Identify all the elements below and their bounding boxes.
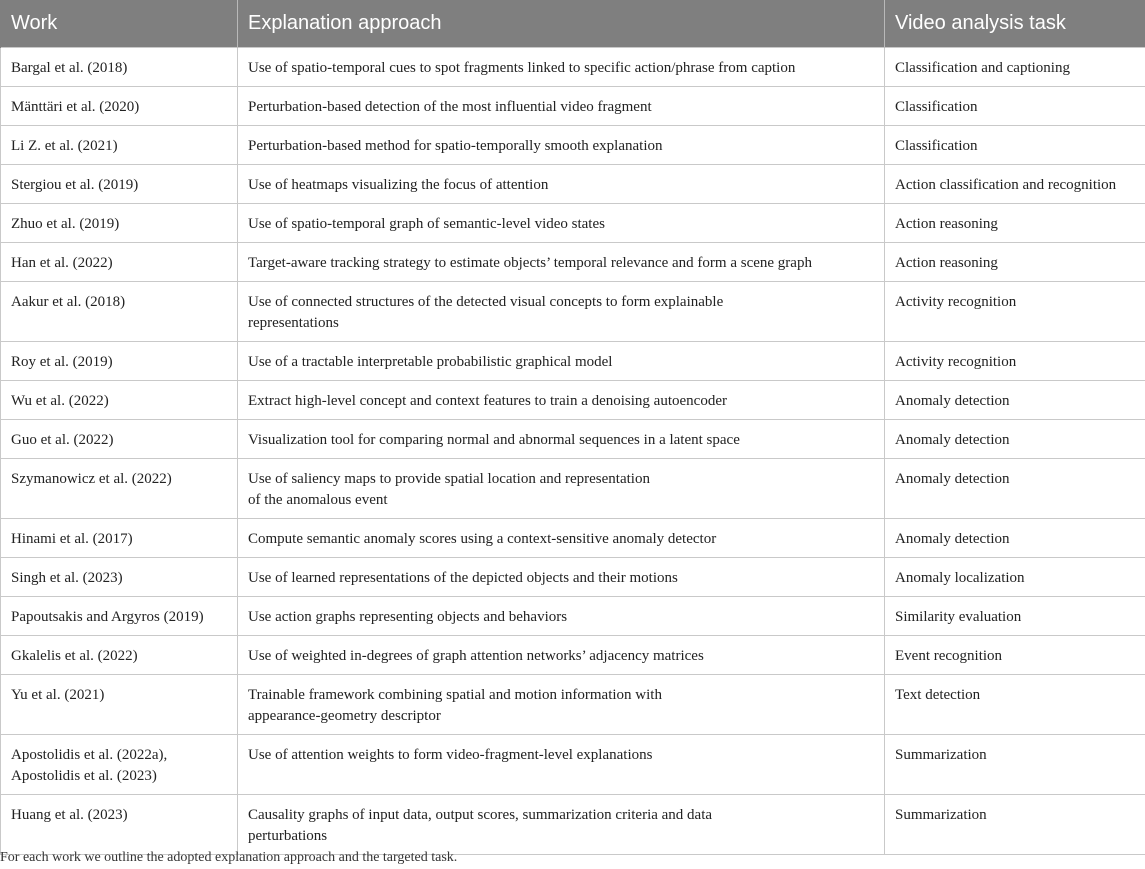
cell-work: Mänttäri et al. (2020) [1,87,238,126]
cell-approach: Use of heatmaps visualizing the focus of attention [238,165,885,204]
table-footnote: For each work we outline the adopted explanation approach and the targeted task. [0,850,458,865]
table-row [1,597,1145,636]
cell-task: Similarity evaluation [885,597,1145,636]
cell-approach: Use of saliency maps to provide spatial location and representation of the anomalous event [238,459,885,519]
cell-work: Wu et al. (2022) [1,381,238,420]
cell-task: Text detection [885,675,1145,735]
cell-work: Szymanowicz et al. (2022) [1,459,238,519]
cell-approach: Use of connected structures of the detected visual concepts to form explainable representations [238,282,885,342]
cell-task: Classification [885,126,1145,165]
header-video-analysis-task: Video analysis task [885,0,1145,48]
cell-approach: Perturbation-based detection of the most influential video fragment [238,87,885,126]
cell-approach: Trainable framework combining spatial and motion information with appearance-geometry descriptor [238,675,885,735]
table-row [1,558,1145,597]
cell-approach: Causality graphs of input data, output scores, summarization criteria and data perturbations [238,795,885,855]
cell-task: Activity recognition [885,282,1145,342]
cell-work: Aakur et al. (2018) [1,282,238,342]
cell-work: Li Z. et al. (2021) [1,126,238,165]
table-row [1,165,1145,204]
cell-work: Yu et al. (2021) [1,675,238,735]
cell-work: Huang et al. (2023) [1,795,238,855]
cell-work: Bargal et al. (2018) [1,48,238,87]
cell-task: Action reasoning [885,243,1145,282]
table-row [1,795,1145,855]
cell-work: Hinami et al. (2017) [1,519,238,558]
table-row [1,126,1145,165]
cell-task: Classification and captioning [885,48,1145,87]
table-row [1,420,1145,459]
cell-approach: Use of weighted in-degrees of graph attention networks’ adjacency matrices [238,636,885,675]
table-row [1,675,1145,735]
cell-work: Apostolidis et al. (2022a), Apostolidis et al. (2023) [1,735,238,795]
table-row [1,342,1145,381]
table-row [1,48,1145,87]
cell-approach: Use of a tractable interpretable probabilistic graphical model [238,342,885,381]
table-row [1,459,1145,519]
cell-approach: Use of attention weights to form video-fragment-level explanations [238,735,885,795]
header-work: Work [1,0,238,48]
cell-task: Anomaly detection [885,420,1145,459]
cell-approach: Use of learned representations of the depicted objects and their motions [238,558,885,597]
cell-approach: Extract high-level concept and context features to train a denoising autoencoder [238,381,885,420]
cell-task: Activity recognition [885,342,1145,381]
table-header-row [1,0,1145,48]
cell-work: Singh et al. (2023) [1,558,238,597]
table-row [1,636,1145,675]
cell-work: Roy et al. (2019) [1,342,238,381]
cell-approach: Compute semantic anomaly scores using a context-sensitive anomaly detector [238,519,885,558]
cell-task: Anomaly detection [885,519,1145,558]
table-row [1,381,1145,420]
table-row [1,735,1145,795]
cell-task: Anomaly localization [885,558,1145,597]
cell-task: Anomaly detection [885,459,1145,519]
cell-task: Action classification and recognition [885,165,1145,204]
table-row [1,204,1145,243]
table-row [1,282,1145,342]
cell-work: Han et al. (2022) [1,243,238,282]
cell-task: Event recognition [885,636,1145,675]
cell-task: Action reasoning [885,204,1145,243]
cell-approach: Target-aware tracking strategy to estimate objects’ temporal relevance and form a scene graph [238,243,885,282]
table-row [1,243,1145,282]
cell-task: Summarization [885,735,1145,795]
cell-work: Stergiou et al. (2019) [1,165,238,204]
cell-task: Anomaly detection [885,381,1145,420]
table-row [1,87,1145,126]
cell-approach: Use action graphs representing objects and behaviors [238,597,885,636]
cell-work: Papoutsakis and Argyros (2019) [1,597,238,636]
cell-approach: Use of spatio-temporal graph of semantic-level video states [238,204,885,243]
cell-approach: Perturbation-based method for spatio-temporally smooth explanation [238,126,885,165]
cell-approach: Use of spatio-temporal cues to spot fragments linked to specific action/phrase from caption [238,48,885,87]
cell-work: Guo et al. (2022) [1,420,238,459]
table-row [1,519,1145,558]
cell-work: Gkalelis et al. (2022) [1,636,238,675]
cell-task: Summarization [885,795,1145,855]
cell-work: Zhuo et al. (2019) [1,204,238,243]
header-explanation-approach: Explanation approach [238,0,885,48]
cell-task: Classification [885,87,1145,126]
cell-approach: Visualization tool for comparing normal and abnormal sequences in a latent space [238,420,885,459]
